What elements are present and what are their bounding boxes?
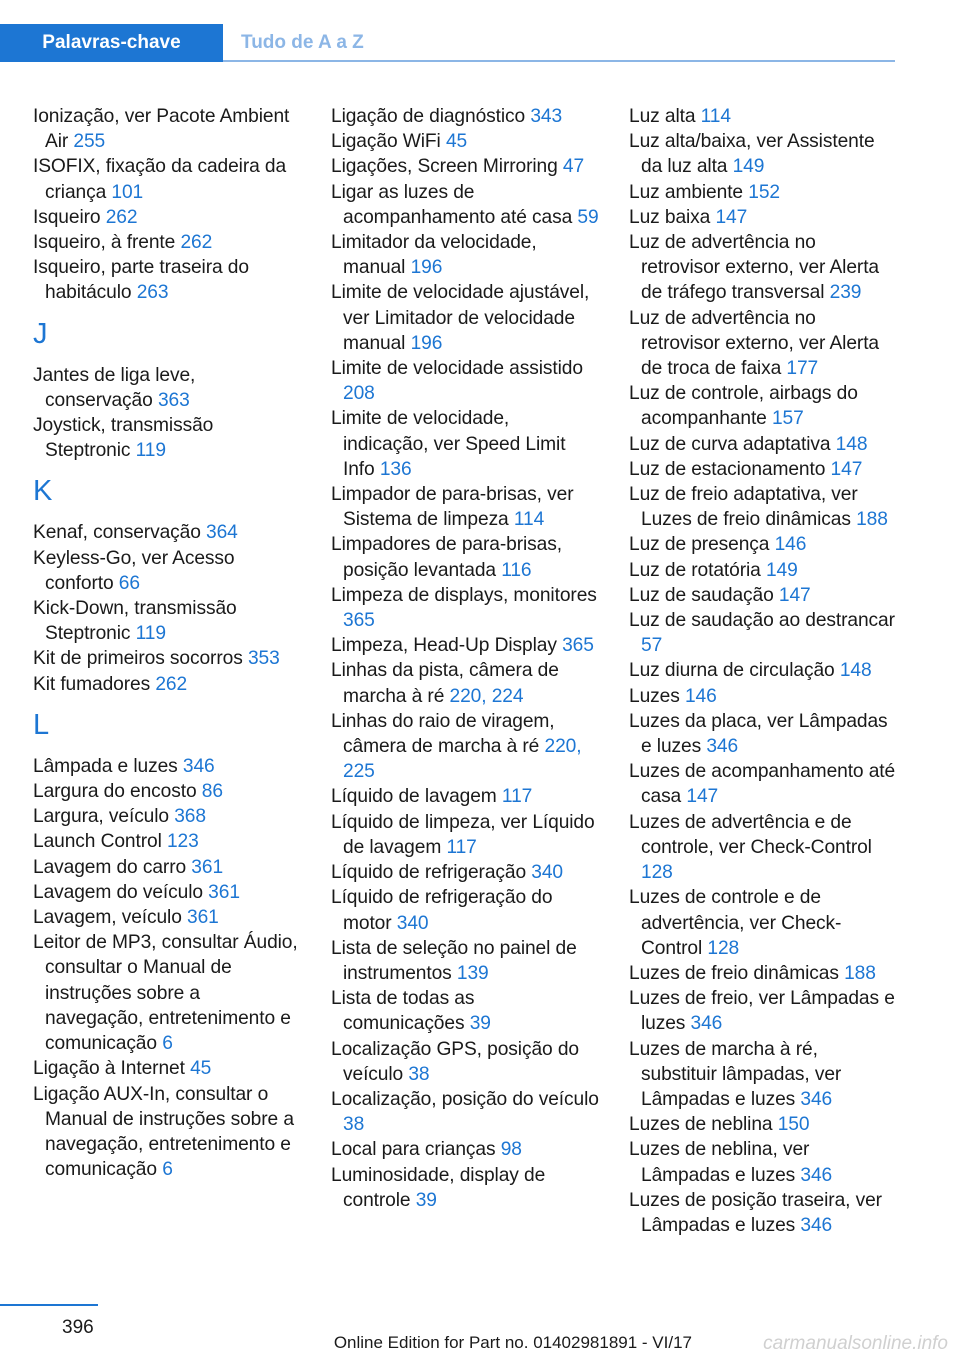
index-entry-page-link[interactable]: 117 [446, 836, 477, 858]
index-entry [629, 986, 897, 1036]
index-entry-page-link[interactable]: 340 [531, 862, 563, 884]
index-entry-page-link[interactable]: 6 [162, 1033, 173, 1055]
index-entry-page-link[interactable]: 368 [174, 806, 206, 828]
index-entry [331, 482, 599, 532]
index-entry-page-link[interactable]: 262 [180, 232, 213, 254]
index-entry-term: Luz diurna de circulação [629, 660, 835, 682]
index-entry-term: Luzes de neblina [629, 1114, 773, 1136]
index-entry-term: Lavagem do veículo [33, 881, 203, 903]
index-entry-term: Luzes [629, 685, 680, 707]
index-entry [629, 684, 897, 709]
index-entry [331, 104, 599, 129]
index-entry-page-link[interactable]: 188 [844, 962, 876, 984]
index-entry-page-link[interactable]: 346 [706, 736, 739, 758]
index-column-1 [33, 104, 301, 1182]
index-entry [33, 672, 301, 697]
index-entry [331, 356, 599, 406]
index-entry [33, 804, 301, 829]
index-entry-page-link[interactable]: 38 [408, 1063, 430, 1085]
index-entry-term: Luzes de controle e de advertência, ver Check-Control [629, 887, 842, 959]
index-entry [629, 885, 897, 961]
index-entry [629, 1137, 897, 1187]
index-entry-page-link[interactable]: 188 [856, 509, 888, 531]
index-entry-term: Lâmpada e luzes [33, 755, 178, 777]
index-entry-term: Kit fumadores [33, 673, 151, 695]
index-entry-term: Luz de saudação ao destrancar [629, 610, 895, 632]
index-entry-term: Luz de freio adaptativa, ver Luzes de freio dinâmicas [629, 484, 858, 531]
index-entry-term: Isqueiro, à frente [33, 232, 176, 254]
index-entry-page-link[interactable]: 59 [577, 206, 599, 228]
index-entry-page-link[interactable]: 38 [343, 1114, 365, 1136]
index-entry-page-link[interactable]: 57 [641, 635, 663, 657]
index-entry-term: Keyless-Go, ver Acesso conforto [33, 547, 235, 594]
index-entry [331, 658, 599, 708]
index-entry-page-link[interactable]: 146 [774, 534, 807, 556]
index-entry-page-link[interactable]: 139 [456, 962, 489, 984]
index-entry-page-link[interactable]: 119 [135, 440, 166, 462]
index-letter-heading: J [33, 317, 48, 350]
index-entry-page-link[interactable]: 220, 224 [449, 685, 524, 707]
index-entry [33, 520, 301, 545]
index-entry-page-link[interactable]: 365 [562, 635, 594, 657]
index-entry-term: Launch Control [33, 831, 162, 853]
index-entry [629, 608, 897, 658]
index-entry-term: Luz de saudação [629, 584, 774, 606]
index-entry-page-link[interactable]: 157 [771, 408, 804, 430]
index-entry [331, 1163, 599, 1213]
index-entry [331, 784, 599, 809]
index-entry-page-link[interactable]: 346 [182, 755, 215, 777]
tab-keywords[interactable]: Palavras-chave [0, 24, 223, 62]
index-entry-page-link[interactable]: 149 [732, 156, 765, 178]
index-entry [629, 709, 897, 759]
index-entry-term: Luz de advertência no retrovisor externo, ver Alerta de tráfego transversal [629, 232, 880, 304]
index-entry-page-link[interactable]: 86 [201, 781, 223, 803]
index-entry-term: Luzes de acompanhamento até casa [629, 761, 896, 808]
index-entry-term: Luz alta/baixa, ver Assistente da luz alta [629, 131, 875, 178]
index-entry-term: Luzes de advertência e de controle, ver Check-Control [629, 811, 872, 858]
index-entry-page-link[interactable]: 147 [830, 458, 863, 480]
index-column-2 [331, 104, 599, 1213]
index-entry-page-link[interactable]: 263 [136, 282, 169, 304]
index-entry [629, 1112, 897, 1137]
index-entry-term: Luz de curva adaptativa [629, 433, 831, 455]
index-entry [331, 230, 599, 280]
index-entry [629, 759, 897, 809]
index-entry-term: Limpeza de displays, monitores [331, 584, 597, 606]
index-entry [331, 1087, 599, 1137]
index-entry [33, 779, 301, 804]
index-entry-term: Isqueiro, parte traseira do habitáculo [33, 257, 249, 304]
index-entry-page-link[interactable]: 117 [501, 786, 533, 808]
index-entry [33, 754, 301, 779]
index-entry-page-link[interactable]: 363 [157, 389, 190, 411]
index-entry-page-link[interactable]: 147 [686, 786, 719, 808]
index-entry-term: Kick-Down, transmissão Steptronic [33, 598, 237, 645]
index-entry-term: Luz alta [629, 106, 696, 127]
index-entry [629, 381, 897, 431]
index-entry-page-link[interactable]: 196 [410, 257, 443, 279]
index-entry-term: Luzes da placa, ver Lâmpadas e luzes [629, 710, 888, 758]
index-entry [331, 406, 599, 482]
index-entry [629, 129, 897, 179]
index-entry-term: Kenaf, conservação [33, 522, 201, 544]
index-entry-term: Luz de rotatória [629, 559, 761, 581]
index-entry [331, 986, 599, 1036]
index-letter-heading: K [33, 475, 53, 508]
index-entry-page-link[interactable]: 346 [690, 1013, 723, 1035]
tab-bar [0, 24, 895, 62]
index-entry [33, 546, 301, 596]
index-entry-term: Linhas do raio de viragem, câmera de marcha à ré [331, 710, 555, 758]
index-entry-term: Ligações, Screen Mirroring [331, 156, 558, 178]
index-entry-term: Ligação de diagnóstico [331, 106, 526, 127]
index-entry-term: Líquido de lavagem [331, 786, 497, 808]
index-entry-page-link[interactable]: 196 [410, 332, 443, 354]
index-entry [629, 306, 897, 382]
index-entry [33, 596, 301, 646]
index-entry-page-link[interactable]: 150 [777, 1114, 810, 1136]
index-entry-page-link[interactable]: 47 [562, 156, 585, 178]
index-entry-term: Jantes de liga leve, conservação [33, 364, 196, 411]
index-entry [33, 855, 301, 880]
index-entry [629, 658, 897, 683]
index-entry-term: Largura, veículo [33, 806, 169, 828]
index-entry-page-link[interactable]: 262 [105, 206, 138, 228]
index-entry-page-link[interactable]: 361 [187, 907, 219, 929]
index-entry-term: Kit de primeiros socorros [33, 648, 243, 670]
index-entry [331, 860, 599, 885]
index-entry [331, 936, 599, 986]
index-entry-term: Luzes de marcha à ré, substituir lâmpadas, ver Lâmpadas e luzes [629, 1038, 842, 1110]
index-entry [331, 885, 599, 935]
index-entry [629, 432, 897, 457]
index-entry-term: Limpador de para-brisas, ver Sistema de limpeza [331, 484, 574, 531]
index-entry [33, 154, 301, 204]
index-entry [331, 154, 599, 179]
index-entry-page-link[interactable]: 364 [206, 522, 238, 544]
index-entry [331, 532, 599, 582]
index-entry-term: Lista de todas as comunicações [331, 988, 475, 1035]
index-entry [33, 829, 301, 854]
index-entry-term: Lista de seleção no painel de instrumentos [331, 937, 577, 984]
index-entry-term: Limite de velocidade, indicação, ver Speed Limit Info [331, 408, 566, 480]
index-entry [629, 1188, 897, 1238]
index-entry [629, 961, 897, 986]
edition-note: Online Edition for Part no. 01402981891 - VI/17 [333, 1333, 692, 1352]
index-entry-term: Luzes de freio dinâmicas [629, 962, 839, 984]
index-entry-page-link[interactable]: 239 [829, 282, 862, 304]
index-entry [629, 558, 897, 583]
index-entry [331, 129, 599, 154]
index-entry [629, 205, 897, 230]
index-entry-term: Lavagem, veículo [33, 907, 182, 929]
index-entry-page-link[interactable]: 123 [166, 831, 199, 853]
index-entry-term: Luz de estacionamento [629, 458, 826, 480]
index-entry-page-link[interactable]: 114 [700, 106, 731, 127]
watermark: carmanualsonline.info [763, 1333, 948, 1354]
index-entry-page-link[interactable]: 119 [135, 623, 166, 645]
index-entry-term: Luzes de posição traseira, ver Lâmpadas e luzes [629, 1189, 882, 1236]
index-entry-page-link[interactable]: 45 [445, 131, 468, 153]
index-entry-page-link[interactable]: 128 [641, 862, 673, 884]
index-entry [33, 363, 301, 413]
index-entry [629, 230, 897, 306]
index-entry [331, 633, 599, 658]
index-entry-page-link[interactable]: 361 [191, 856, 224, 878]
index-entry-page-link[interactable]: 147 [778, 584, 811, 606]
index-entry-term: Ligação AUX-In, consultar o Manual de instruções sobre a navegação, entretenimento e comunicação [33, 1083, 294, 1181]
index-entry-term: Limpeza, Head-Up Display [331, 635, 557, 657]
index-entry [629, 532, 897, 557]
index-entry-term: Ligar as luzes de acompanhamento até casa [331, 181, 573, 228]
index-entry-term: Isqueiro [33, 206, 101, 228]
index-entry-page-link[interactable]: 6 [162, 1159, 173, 1181]
index-entry-term: Limitador da velocidade, manual [331, 232, 537, 279]
index-entry-page-link[interactable]: 148 [839, 660, 872, 682]
index-entry [33, 930, 301, 1056]
index-entry [331, 1137, 599, 1162]
index-entry [33, 230, 301, 255]
index-entry-page-link[interactable]: 346 [800, 1214, 833, 1236]
index-entry-page-link[interactable]: 66 [118, 572, 140, 594]
index-entry-page-link[interactable]: 148 [835, 433, 868, 455]
index-entry-term: Luzes de neblina, ver Lâmpadas e luzes [629, 1139, 810, 1186]
index-column-3 [629, 104, 897, 1238]
index-entry-page-link[interactable]: 136 [379, 458, 412, 480]
index-entry-page-link[interactable]: 255 [73, 131, 106, 153]
index-entry-term: ISOFIX, fixação da cadeira da criança [33, 156, 287, 203]
index-entry [629, 482, 897, 532]
index-entry [33, 905, 301, 930]
index-entry-page-link[interactable]: 101 [111, 181, 144, 203]
index-entry-term: Ionização, ver Pacote Ambient Air [33, 106, 290, 153]
index-entry-term: Luz de presença [629, 534, 770, 556]
index-entry-page-link[interactable]: 177 [786, 358, 819, 380]
footer-rule [0, 1304, 98, 1306]
index-entry [33, 413, 301, 463]
index-entry-term: Lavagem do carro [33, 856, 187, 878]
index-entry [33, 104, 301, 154]
index-entry [33, 646, 301, 671]
index-entry [629, 104, 897, 129]
index-entry [331, 180, 599, 230]
index-entry [33, 255, 301, 305]
index-entry-page-link[interactable]: 353 [247, 648, 280, 670]
index-entry-term: Local para crianças [331, 1139, 496, 1161]
index-entry [629, 583, 897, 608]
index-entry-term: Luz de controle, airbags do acompanhante [629, 383, 858, 430]
index-entry-page-link[interactable]: 346 [800, 1088, 833, 1110]
index-entry-page-link[interactable]: 262 [155, 673, 188, 695]
index-entry-term: Líquido de limpeza, ver Líquido de lavagem [331, 811, 595, 858]
index-entry [331, 709, 599, 785]
index-entry-term: Ligação à Internet [33, 1058, 185, 1080]
index-entry [33, 1082, 301, 1183]
index-entry-page-link[interactable]: 343 [530, 106, 563, 127]
tab-divider [223, 60, 895, 62]
index-entry-page-link[interactable]: 149 [765, 559, 798, 581]
page-number: 396 [62, 1317, 94, 1338]
index-entry [629, 180, 897, 205]
index-entry-term: Luzes de freio, ver Lâmpadas e luzes [629, 988, 895, 1035]
index-entry [629, 810, 897, 886]
index-entry-page-link[interactable]: 146 [684, 685, 717, 707]
index-letter-heading: L [33, 708, 50, 741]
index-entry-term: Linhas da pista, câmera de marcha à ré [331, 660, 559, 707]
index-entry-term: Limite de velocidade ajustável, ver Limitador de velocidade manual [331, 282, 590, 354]
index-entry-term: Localização, posição do veículo [331, 1088, 599, 1110]
index-entry [33, 1056, 301, 1081]
index-entry [331, 583, 599, 633]
index-entry-page-link[interactable]: 116 [501, 559, 532, 581]
index-entry [629, 457, 897, 482]
index-entry-page-link[interactable]: 114 [513, 509, 545, 531]
index-entry-term: Luminosidade, display de controle [331, 1164, 546, 1211]
index-entry-page-link[interactable]: 346 [800, 1164, 833, 1186]
index-entry-page-link[interactable]: 220, 225 [343, 736, 582, 783]
index-entry-page-link[interactable]: 361 [208, 881, 240, 903]
tab-a-to-z[interactable]: Tudo de A a Z [241, 32, 364, 53]
index-entry-term: Localização GPS, posição do veículo [331, 1038, 579, 1085]
index-entry-term: Joystick, transmissão Steptronic [33, 415, 214, 462]
index-entry-page-link[interactable]: 39 [415, 1189, 437, 1211]
index-entry-page-link[interactable]: 208 [343, 383, 375, 405]
index-entry-page-link[interactable]: 340 [396, 912, 429, 934]
index-entry [629, 1037, 897, 1113]
index-entry [33, 205, 301, 230]
index-entry-term: Luz de advertência no retrovisor externo, ver Alerta de troca de faixa [629, 307, 880, 380]
index-entry-page-link[interactable]: 365 [343, 610, 375, 632]
index-entry-term: Largura do encosto [33, 781, 197, 803]
index-entry [33, 880, 301, 905]
index-entry [331, 810, 599, 860]
index-entry [331, 280, 599, 356]
index-entry-term: Luz ambiente [629, 181, 744, 203]
index-entry-term: Líquido de refrigeração [331, 862, 527, 884]
index-entry-term: Limpadores de para-brisas, posição levantada [331, 534, 562, 581]
index-entry-page-link[interactable]: 39 [469, 1013, 491, 1035]
index-entry-term: Líquido de refrigeração do motor [331, 887, 553, 934]
index-entry-page-link[interactable]: 128 [707, 937, 740, 959]
index-entry-term: Luz baixa [629, 206, 711, 228]
index-entry-term: Leitor de MP3, consultar Áudio, consultar o Manual de instruções sobre a navegação, entretenimento e comunicação [33, 932, 298, 1055]
index-entry-term: Limite de velocidade assistido [331, 358, 583, 380]
index-entry-page-link[interactable]: 152 [748, 181, 780, 203]
index-entry-term: Ligação WiFi [331, 131, 441, 153]
index-entry [331, 1037, 599, 1087]
index-entry-page-link[interactable]: 98 [500, 1139, 522, 1161]
index-entry-page-link[interactable]: 147 [715, 206, 748, 228]
index-entry-page-link[interactable]: 45 [190, 1058, 212, 1080]
